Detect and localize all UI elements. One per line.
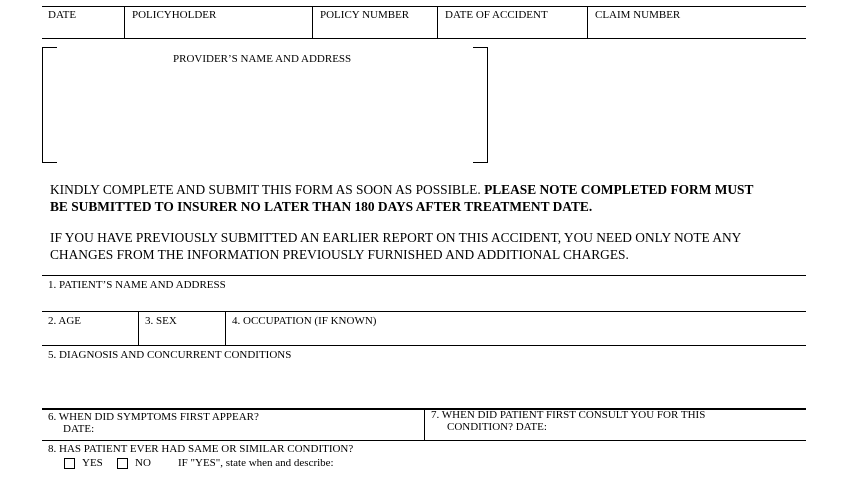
occupation-field[interactable] bbox=[226, 312, 806, 345]
policy-number-field[interactable] bbox=[313, 6, 437, 38]
age-field[interactable] bbox=[42, 312, 138, 345]
occupation-label: 4. OCCUPATION (IF KNOWN) bbox=[232, 315, 377, 327]
describe-label: IF "YES", state when and describe: bbox=[178, 457, 334, 469]
similar-condition-field bbox=[42, 441, 806, 477]
first-consult-date-label: CONDITION? DATE: bbox=[447, 421, 547, 433]
patient-name-address-label: 1. PATIENT’S NAME AND ADDRESS bbox=[48, 279, 226, 291]
sex-label: 3. SEX bbox=[145, 315, 177, 327]
instructions-deadline-text: PLEASE NOTE COMPLETED FORM MUST bbox=[484, 182, 754, 197]
sex-field[interactable] bbox=[139, 312, 225, 345]
bracket-corner bbox=[42, 162, 57, 163]
bracket-right bbox=[487, 47, 488, 163]
symptoms-date-field[interactable] bbox=[42, 410, 424, 440]
instructions-paragraph bbox=[50, 181, 810, 215]
provider-address-box[interactable] bbox=[42, 47, 488, 163]
claim-number-field[interactable] bbox=[588, 6, 806, 38]
policyholder-field[interactable] bbox=[125, 6, 312, 38]
age-label: 2. AGE bbox=[48, 315, 81, 327]
yes-checkbox[interactable] bbox=[64, 458, 75, 469]
first-consult-date-field[interactable] bbox=[425, 410, 806, 440]
policy-number-label: POLICY NUMBER bbox=[320, 9, 410, 21]
previous-report-text: CHANGES FROM THE INFORMATION PREVIOUSLY FURNISHED AND ADDITIONAL CHARGES. bbox=[50, 247, 629, 262]
date-label: DATE bbox=[48, 9, 77, 21]
bracket-corner bbox=[42, 47, 57, 48]
yes-label: YES bbox=[82, 457, 103, 469]
previous-report-paragraph bbox=[50, 229, 810, 263]
diagnosis-label: 5. DIAGNOSIS AND CONCURRENT CONDITIONS bbox=[48, 349, 292, 361]
date-of-accident-field[interactable] bbox=[438, 6, 587, 38]
diagnosis-field[interactable] bbox=[42, 346, 806, 408]
symptoms-date-label: DATE: bbox=[63, 423, 95, 435]
bracket-left bbox=[42, 47, 43, 163]
instructions-deadline-text: BE SUBMITTED TO INSURER NO LATER THAN 180 DAYS AFTER TREATMENT DATE. bbox=[50, 199, 593, 214]
similar-condition-label: 8. HAS PATIENT EVER HAD SAME OR SIMILAR CONDITION? bbox=[48, 443, 354, 455]
no-label: NO bbox=[135, 457, 151, 469]
date-of-accident-label: DATE OF ACCIDENT bbox=[445, 9, 548, 21]
policyholder-label: POLICYHOLDER bbox=[132, 9, 217, 21]
patient-name-address-field[interactable] bbox=[42, 276, 806, 311]
header-bottom-rule bbox=[42, 38, 806, 39]
date-field[interactable] bbox=[42, 6, 124, 38]
symptoms-label: 6. WHEN DID SYMPTOMS FIRST APPEAR? bbox=[48, 411, 259, 423]
provider-label: PROVIDER’S NAME AND ADDRESS bbox=[173, 53, 352, 65]
instructions-text: KINDLY COMPLETE AND SUBMIT THIS FORM AS SOON AS POSSIBLE. bbox=[50, 182, 485, 197]
previous-report-text: IF YOU HAVE PREVIOUSLY SUBMITTED AN EARLIER REPORT ON THIS ACCIDENT, YOU NEED ONLY NOTE ANY bbox=[50, 230, 742, 245]
first-consult-label: 7. WHEN DID PATIENT FIRST CONSULT YOU FOR THIS bbox=[431, 409, 706, 421]
no-checkbox[interactable] bbox=[117, 458, 128, 469]
bracket-corner bbox=[473, 47, 488, 48]
bracket-corner bbox=[473, 162, 488, 163]
claim-number-label: CLAIM NUMBER bbox=[595, 9, 681, 21]
